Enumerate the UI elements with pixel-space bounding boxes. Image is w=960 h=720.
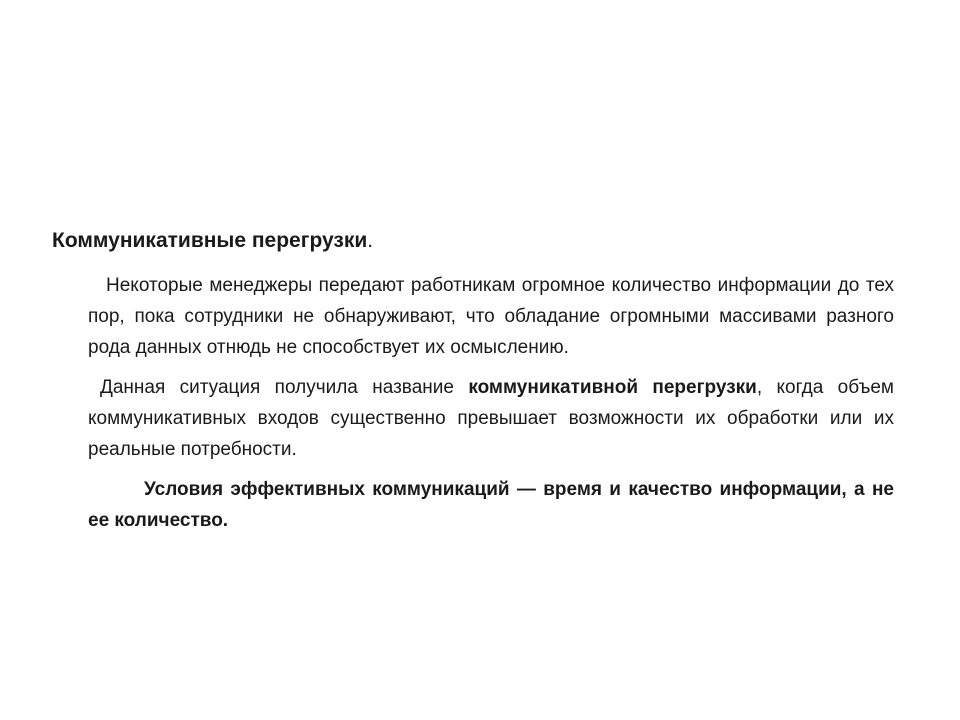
slide-title-text: Коммуникативные перегрузки [52, 229, 368, 252]
paragraph-effective-conditions: Условия эффективных коммуникаций — время и качество информации, а не ее количество. [88, 479, 894, 531]
slide-body [88, 270, 894, 545]
slide-title [52, 224, 373, 258]
term-communication-overload: коммуникативной перегрузки [468, 377, 757, 398]
slide-title-period: . [367, 229, 374, 252]
paragraph-information-volume: Некоторые менеджеры передают работникам огромное количество информации до тех пор, пока сотрудники не обнаруживают, что обладание огромными массивами разного рода данных отнюдь не способствует их осмыслению. [88, 275, 894, 358]
paragraph-overload-end: , когда объем коммуникативных входов существенно превышает возможности их обработки или их реальные потребности. [88, 377, 894, 460]
paragraph-overload-start: Данная ситуация получила название [100, 377, 469, 398]
paragraph-overload-definition [88, 372, 894, 465]
